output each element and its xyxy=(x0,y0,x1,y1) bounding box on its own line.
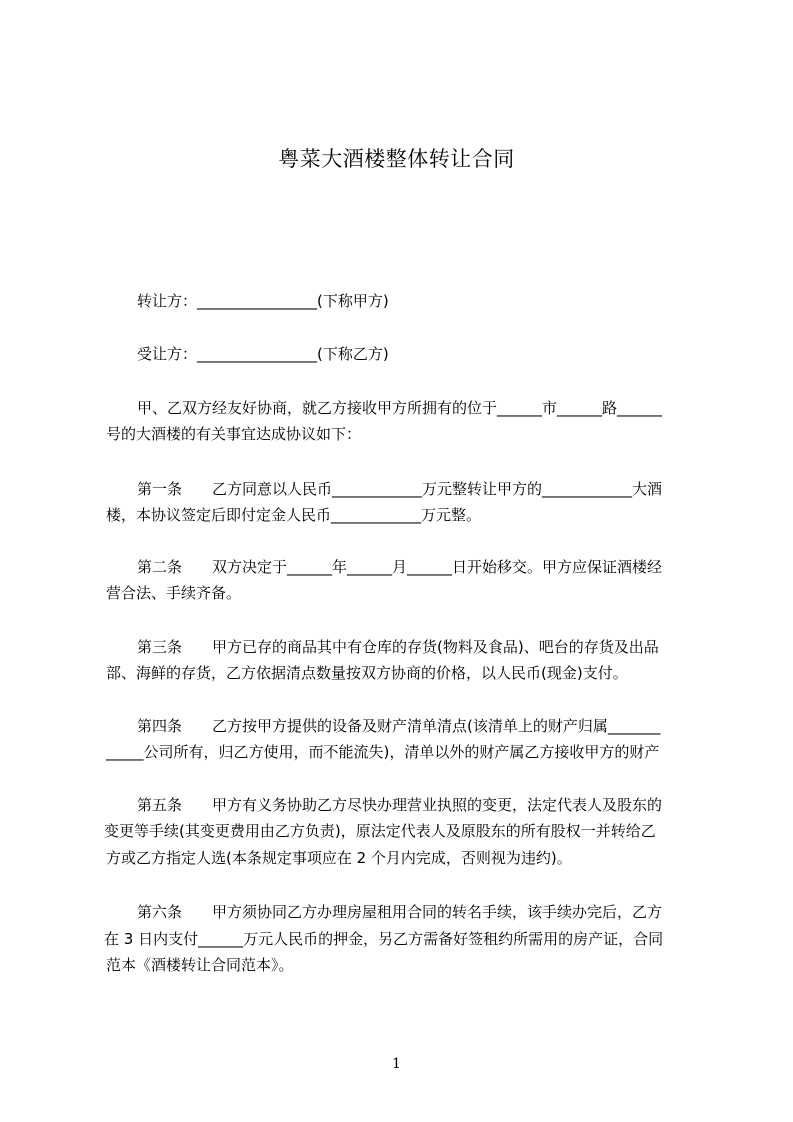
article-5-line-1: 第五条 甲方有义务协助乙方尽快办理营业执照的变更，法定代表人及股东的 xyxy=(137,796,663,814)
article-1-line-2: 楼，本协议签定后即付定金人民币____________万元整。 xyxy=(106,506,482,524)
intro-line-2: 号的大酒楼的有关事宜达成协议如下： xyxy=(106,425,362,443)
intro-line-1: 甲、乙双方经友好协商，就乙方接收甲方所拥有的位于______市______路______ xyxy=(137,399,663,417)
article-5-line-3: 方或乙方指定人选(本条规定事项应在 2 个月内完成，否则视为违约)。 xyxy=(106,849,572,867)
article-3-line-1: 第三条 甲方已存的商品其中有仓库的存货(物料及食品)、吧台的存货及出品 xyxy=(137,638,659,656)
transferee-line: 受让方：________________(下称乙方) xyxy=(137,345,389,363)
article-5-line-2: 变更等手续(其变更费用由乙方负责)，原法定代表人及原股东的所有股权一并转给乙 xyxy=(104,822,656,840)
article-4-line-2: _____公司所有，归乙方使用，而不能流失)，清单以外的财产属乙方接收甲方的财产 xyxy=(106,743,660,761)
article-6-line-2: 在 3 日内支付______万元人民币的押金，另乙方需备好签租约所需用的房产证，合同 xyxy=(104,930,664,948)
article-1-line-1: 第一条 乙方同意以人民币____________万元整转让甲方的____________大酒 xyxy=(137,480,663,498)
page-number: 1 xyxy=(392,1056,401,1072)
article-2-line-1: 第二条 双方决定于______年______月______日开始移交。甲方应保证酒楼经 xyxy=(137,558,663,576)
article-2-line-2: 营合法、手续齐备。 xyxy=(106,584,242,602)
article-6-line-1: 第六条 甲方须协同乙方办理房屋租用合同的转名手续，该手续办完后，乙方 xyxy=(137,903,663,921)
transferor-line: 转让方：________________(下称甲方) xyxy=(137,292,389,310)
document-title: 粤菜大酒楼整体转让合同 xyxy=(278,147,515,171)
article-4-line-1: 第四条 乙方按甲方提供的设备及财产清单清点(该清单上的财产归属_______ xyxy=(137,717,661,735)
article-6-line-3: 范本《酒楼转让合同范本》。 xyxy=(106,956,294,974)
article-3-line-2: 部、海鲜的存货，乙方依据清点数量按双方协商的价格，以人民币(现金)支付。 xyxy=(106,664,628,682)
